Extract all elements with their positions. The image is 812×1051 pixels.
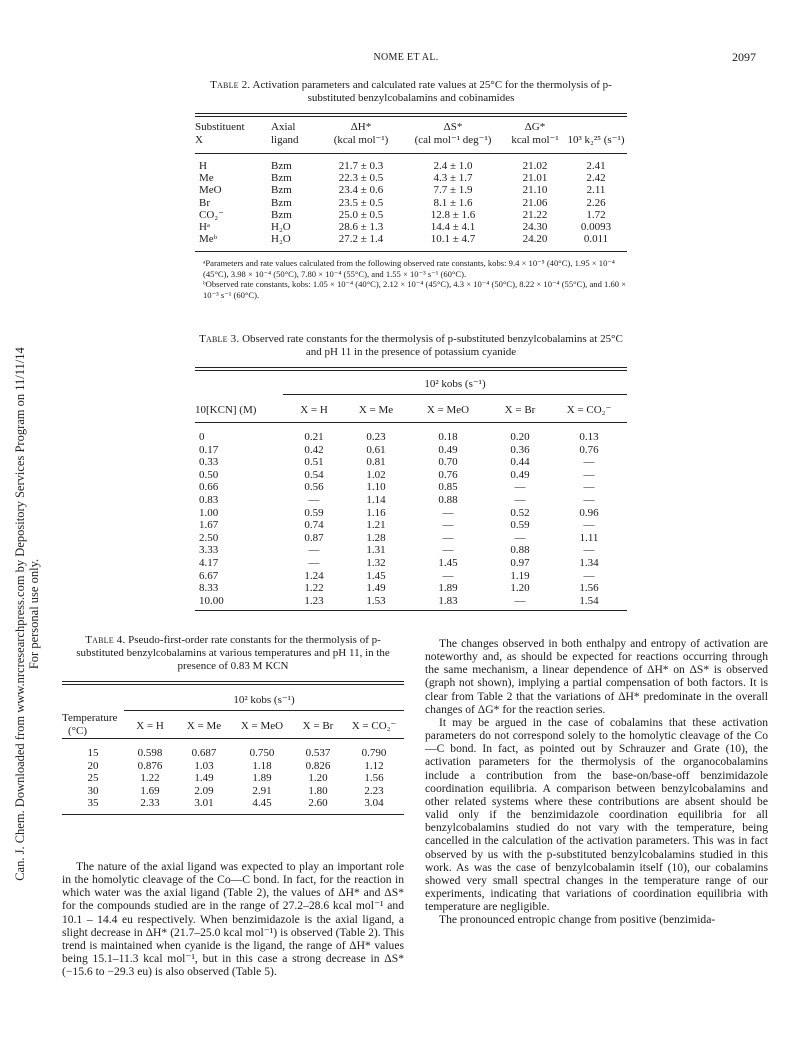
table-cell: 1.20 <box>308 772 328 785</box>
table-cell: 0.83 <box>199 493 219 506</box>
download-watermark <box>13 319 41 909</box>
table-cell: 14.4 ± 4.1 <box>430 221 476 234</box>
table-row <box>195 197 627 209</box>
table-cell: 1.28 <box>366 531 386 544</box>
table-3-label: Table 3. <box>199 333 240 345</box>
table-cell: 0.76 <box>579 443 599 456</box>
table-2-column-header: ΔS* (cal mol⁻¹ deg⁻¹) <box>414 121 492 146</box>
table-4-caption-text: Pseudo-first-order rate constants for the thermolysis of p-substituted benzylcobalamins at various temperatures and pH 11, in the presence of 0.83 M KCN <box>76 634 390 672</box>
table-cell: 0.59 <box>304 506 324 519</box>
table-3-header-rule <box>195 423 627 432</box>
table-cell: 0.81 <box>366 456 386 469</box>
table-row <box>62 747 404 760</box>
table-cell: — <box>583 569 595 582</box>
table-4-column-header: X = MeO <box>240 719 284 732</box>
table-cell: 0.61 <box>366 443 386 456</box>
table-cell: Bzm <box>271 184 292 197</box>
table-cell: 2.60 <box>308 797 328 810</box>
table-cell: 0.74 <box>304 519 324 532</box>
table-row <box>195 557 627 570</box>
table-cell: H <box>199 160 207 172</box>
table-cell: 0.20 <box>510 431 530 443</box>
table-cell: 0.790 <box>361 747 387 759</box>
table-cell: 12.8 ± 1.6 <box>430 208 476 221</box>
table-3-group-header: 10² kobs (s⁻¹) <box>283 377 627 399</box>
table-4-body <box>62 747 404 810</box>
watermark-line-1: Can. J. Chem. Downloaded from www.nrcresearchpress.com by Depository Services Program on 11/11/14 <box>13 347 27 881</box>
table-cell: 0.826 <box>305 759 331 772</box>
table-2-caption-text: Activation parameters and calculated rate values at 25°C for the thermolysis of p-substituted benzylcobalamins and cobinamides <box>252 79 612 104</box>
table-4-column-header: X = H <box>136 719 164 732</box>
table-3-column-header: 10[KCN] (M) <box>195 403 257 416</box>
table-cell: Br <box>199 196 210 209</box>
table-cell: 21.10 <box>522 184 548 197</box>
table-row <box>62 797 404 810</box>
table-cell: 23.5 ± 0.5 <box>338 196 384 209</box>
table-cell: 1.83 <box>438 594 458 607</box>
table-cell: 2.41 <box>586 160 606 172</box>
table-cell: 24.20 <box>522 233 548 246</box>
table-cell: 1.49 <box>366 582 386 595</box>
table-cell: 0.687 <box>191 747 217 759</box>
table-row <box>195 532 627 545</box>
table-cell: 0.56 <box>304 481 324 494</box>
table-2-header-row <box>195 121 627 154</box>
table-cell: 0.52 <box>510 506 530 519</box>
table-cell: 0.76 <box>438 468 458 481</box>
table-cell: 0.54 <box>304 468 324 481</box>
table-cell: 0.85 <box>438 481 458 494</box>
table-cell: 1.02 <box>366 468 386 481</box>
table-cell: 1.53 <box>366 594 386 607</box>
table-cell: 0.51 <box>304 456 324 469</box>
table-cell: 1.11 <box>579 531 599 544</box>
table-cell: 2.23 <box>364 784 384 797</box>
table-cell: 1.32 <box>366 556 386 569</box>
table-4-block <box>62 634 404 815</box>
table-cell: Bzm <box>271 172 292 185</box>
table-cell: 1.12 <box>364 759 384 772</box>
table-cell: 0.750 <box>249 747 275 759</box>
table-2-column-header: Substituent X <box>195 121 245 146</box>
table-cell: 30 <box>87 784 99 797</box>
table-cell: 4.45 <box>252 797 272 810</box>
table-cell: 21.7 ± 0.3 <box>338 160 384 172</box>
table-cell: 2.4 ± 1.0 <box>433 160 473 172</box>
table-row <box>195 444 627 457</box>
table-3-header-row <box>195 399 627 423</box>
table-3-column-header: X = Me <box>358 403 394 416</box>
table-2-column-header: Axial ligand <box>271 121 299 146</box>
table-cell: 1.14 <box>366 493 386 506</box>
table-cell: — <box>442 531 454 544</box>
table-cell: 2.09 <box>194 784 214 797</box>
table-cell: 1.18 <box>252 759 272 772</box>
table-cell: — <box>442 544 454 557</box>
table-cell: 1.56 <box>364 772 384 785</box>
table-cell: 1.10 <box>366 481 386 494</box>
table-cell: 0 <box>199 431 205 443</box>
table-row <box>195 582 627 595</box>
table-cell: 1.00 <box>199 506 219 519</box>
table-cell: — <box>308 544 320 557</box>
table-row <box>195 544 627 557</box>
table-cell: 15 <box>87 747 99 759</box>
table-cell: — <box>442 569 454 582</box>
table-cell: 1.49 <box>194 772 214 785</box>
table-4 <box>62 693 404 810</box>
table-row <box>195 209 627 221</box>
table-4-column-header: X = CO₂⁻ <box>351 720 397 732</box>
table-cell: 1.23 <box>304 594 324 607</box>
table-row <box>195 519 627 532</box>
table-4-temperature-header: Temperature (°C) <box>62 712 118 737</box>
table-2-body <box>195 160 627 245</box>
table-cell: 0.537 <box>305 747 331 759</box>
table-row <box>195 456 627 469</box>
table-cell: 0.87 <box>304 531 324 544</box>
table-row <box>195 184 627 196</box>
table-3-column-header: X = CO₂⁻ <box>566 404 612 416</box>
table-cell: 0.13 <box>579 431 599 443</box>
table-4-column-header: X = Br <box>302 719 334 732</box>
table-cell: 2.91 <box>252 784 272 797</box>
right-paragraph-1: The changes observed in both enthalpy and entropy of activation are noteworthy and, as should be expected for reactions occurring through the same mechanism, a linear dependence of ΔH* on ΔS* is observed (graph not shown), implying a partial compensation of both factors. It is clear from Table 2 that the variations of ΔH* predominate in the overall changes of ΔG* for the reaction series. <box>425 637 768 716</box>
table-cell: 1.34 <box>579 556 599 569</box>
table-cell: 0.88 <box>438 493 458 506</box>
table-cell: 1.22 <box>304 582 324 595</box>
table-cell: 2.33 <box>140 797 160 810</box>
running-title: NOME ET AL. <box>373 52 439 63</box>
table-cell: — <box>308 493 320 506</box>
table-cell: — <box>514 493 526 506</box>
right-column-text <box>425 637 768 926</box>
table-3 <box>195 377 627 607</box>
table-cell: 0.33 <box>199 456 219 469</box>
table-row <box>195 570 627 583</box>
table-cell: 23.4 ± 0.6 <box>338 184 384 197</box>
table-cell: 0.18 <box>438 431 458 443</box>
watermark-line-2: For personal use only. <box>27 558 41 670</box>
table-cell: 25 <box>87 772 99 785</box>
table-3-body <box>195 431 627 607</box>
table-cell: — <box>442 506 454 519</box>
table-cell: 8.1 ± 1.6 <box>433 196 473 209</box>
table-cell: H₂O <box>271 221 291 234</box>
table-cell: 4.17 <box>199 556 219 569</box>
table-cell: Meᵇ <box>199 233 218 246</box>
table-cell: 1.45 <box>366 569 386 582</box>
table-cell: — <box>583 519 595 532</box>
table-cell: H₂O <box>271 233 291 246</box>
table-row <box>195 160 627 172</box>
table-cell: 8.33 <box>199 582 219 595</box>
table-cell: 21.02 <box>522 160 548 172</box>
table-cell: 2.42 <box>586 172 606 185</box>
table-cell: 1.54 <box>579 594 599 607</box>
table-4-column-header: X = Me <box>186 719 222 732</box>
table-cell: 22.3 ± 0.5 <box>338 172 384 185</box>
table-cell: 21.22 <box>522 208 548 221</box>
table-cell: 20 <box>87 759 99 772</box>
table-row <box>195 172 627 184</box>
table-cell: 2.26 <box>586 196 606 209</box>
table-cell: 0.011 <box>583 233 609 246</box>
table-cell: 6.67 <box>199 569 219 582</box>
table-cell: — <box>583 544 595 557</box>
table-cell: — <box>583 493 595 506</box>
table-cell: 1.67 <box>199 519 219 532</box>
table-2-footnote-b: ᵇObserved rate constants, kobs: 1.05 × 10⁻⁴ (40°C), 2.12 × 10⁻⁴ (45°C), 4.3 × 10⁻⁴ (50°C), 8.22 × 10⁻⁴ (55°C), and 1.60 × 10⁻³ s⁻¹ (60°C). <box>203 279 627 300</box>
table-cell: 1.89 <box>252 772 272 785</box>
table-4-label: Table 4. <box>85 634 126 646</box>
table-2-block <box>195 79 627 300</box>
table-2-footnotes <box>195 258 627 300</box>
table-cell: 0.23 <box>366 431 386 443</box>
table-cell: Me <box>199 172 214 185</box>
table-4-group-header: 10² kobs (s⁻¹) <box>124 693 404 715</box>
table-cell: 0.88 <box>510 544 530 557</box>
table-cell: 0.17 <box>199 443 219 456</box>
table-row <box>195 431 627 444</box>
table-3-caption-text: Observed rate constants for the thermolysis of p-substituted benzylcobalamins at 25°C and pH 11 in the presence of potassium cyanide <box>242 333 623 358</box>
table-cell: 4.3 ± 1.7 <box>433 172 473 185</box>
table-2 <box>195 121 627 245</box>
table-cell: 1.56 <box>579 582 599 595</box>
table-cell: 0.59 <box>510 519 530 532</box>
table-cell: 1.89 <box>438 582 458 595</box>
table-4-caption <box>62 634 404 673</box>
table-cell: Hᵃ <box>199 221 210 234</box>
table-cell: 2.11 <box>586 184 606 197</box>
table-cell: 1.16 <box>366 506 386 519</box>
table-2-column-header: 10³ k₂²⁵ (s⁻¹) <box>567 134 625 146</box>
table-3-column-header: X = H <box>300 403 328 416</box>
table-2-label: Table 2. <box>210 79 251 91</box>
table-cell: — <box>514 531 526 544</box>
table-cell: CO₂⁻ <box>199 208 224 221</box>
table-cell: 3.01 <box>194 797 214 810</box>
table-cell: 0.50 <box>199 468 219 481</box>
table-cell: 1.03 <box>194 759 214 772</box>
table-cell: — <box>514 481 526 494</box>
table-cell: 0.96 <box>579 506 599 519</box>
table-cell: 0.49 <box>510 468 530 481</box>
table-3-column-header: X = MeO <box>426 403 470 416</box>
table-cell: 0.0093 <box>580 221 612 234</box>
table-cell: 3.04 <box>364 797 384 810</box>
table-cell: 1.20 <box>510 582 530 595</box>
table-cell: 0.97 <box>510 556 530 569</box>
table-cell: Bzm <box>271 196 292 209</box>
table-cell: Bzm <box>271 160 292 172</box>
table-cell: 1.45 <box>438 556 458 569</box>
table-cell: 0.598 <box>137 747 163 759</box>
table-cell: — <box>583 456 595 469</box>
table-cell: 0.44 <box>510 456 530 469</box>
left-paragraph: The nature of the axial ligand was expected to play an important role in the homolytic cleavage of the Co—C bond. In fact, for the reaction in which water was the axial ligand (Table 2), the values of ΔH* and ΔS* for the compounds studied are in the range of 27.2–28.6 kcal mol⁻¹ and 10.1 – 14.4 eu respectively. When benzimidazole is the axial ligand, a slight decrease in ΔH* (21.7–25.0 kcal mol⁻¹) is observed (Table 2). This trend is maintained when cyanide is the ligand, the range of ΔH* values being 15.1–11.3 kcal mol⁻¹, but in this case a strong decrease in ΔS* (−15.6 to −29.3 eu) is also observed (Table 5). <box>62 860 404 979</box>
table-cell: 1.22 <box>140 772 160 785</box>
table-cell: Bzm <box>271 208 292 221</box>
table-cell: 35 <box>87 797 99 810</box>
table-cell: 0.70 <box>438 456 458 469</box>
table-cell: — <box>583 468 595 481</box>
left-column-text <box>62 860 404 978</box>
table-row <box>62 760 404 773</box>
table-cell: 1.80 <box>308 784 328 797</box>
table-2-column-header: ΔH* (kcal mol⁻¹) <box>333 121 389 146</box>
table-cell: 24.30 <box>522 221 548 234</box>
table-row <box>195 221 627 233</box>
table-row <box>195 469 627 482</box>
table-cell: 0.42 <box>304 443 324 456</box>
table-cell: 0.876 <box>137 759 163 772</box>
table-2-footnote-a: ᵃParameters and rate values calculated from the following observed rate constants, kobs: 9.4 × 10⁻⁵ (40°C), 1.95 × 10⁻⁴ (45°C), 3.98 × 10⁻⁴ (50°C), 7.80 × 10⁻⁴ (55°C), and 1.55 × 10⁻³ s⁻¹ (60°C). <box>203 258 615 279</box>
table-cell: 28.6 ± 1.3 <box>338 221 384 234</box>
page-number: 2097 <box>732 50 756 64</box>
table-row <box>195 233 627 245</box>
table-3-caption <box>195 333 627 359</box>
table-cell: 1.72 <box>586 208 606 221</box>
table-row <box>195 481 627 494</box>
table-3-column-header: X = Br <box>504 403 536 416</box>
table-row <box>62 785 404 798</box>
table-cell: 25.0 ± 0.5 <box>338 208 384 221</box>
table-row <box>195 507 627 520</box>
table-cell: 0.21 <box>304 431 324 443</box>
table-cell: 0.66 <box>199 481 219 494</box>
table-cell: 0.36 <box>510 443 530 456</box>
table-cell: 2.50 <box>199 531 219 544</box>
table-2-column-header: ΔG* kcal mol⁻¹ <box>511 121 559 146</box>
table-row <box>195 494 627 507</box>
table-cell: 1.21 <box>366 519 386 532</box>
table-2-caption <box>195 79 627 105</box>
table-cell: 21.06 <box>522 196 548 209</box>
table-cell: 21.01 <box>522 172 548 185</box>
right-paragraph-2: It may be argued in the case of cobalamins that these activation parameters do not correspond solely to the homolytic cleavage of the Co—C bond. In fact, as pointed out by Schrauzer and Grate (10), the activation parameters for the thermolysis of the organocobalamins include a contribution from the base-on/base-off benzimidazole coordination equilibria. A comparison between benzylcobalamins and other related systems where these contributions are absent should be valid only if the benzimidazole coordination equilibria for all benzylcobalamins studied do not vary with the temperature, being cancelled in the calculation of the activation parameters. This was in fact observed by us with the p-substituted benzylcobalamins studied in this work. As was the case of benzylcobalamin itself (10), our cobalamins showed very small spectral changes in the temperature range of our experiments, indicating that variations of coordination equilibria with temperature are negligible. <box>425 715 768 914</box>
table-cell: 27.2 ± 1.4 <box>338 233 384 246</box>
right-paragraph-3: The pronounced entropic change from positive (benzimida- <box>439 913 716 927</box>
table-cell: 3.33 <box>199 544 219 557</box>
table-cell: — <box>583 481 595 494</box>
table-cell: 10.00 <box>199 594 224 607</box>
table-cell: 1.69 <box>140 784 160 797</box>
table-cell: 1.19 <box>510 569 530 582</box>
table-cell: 1.24 <box>304 569 324 582</box>
table-row <box>62 772 404 785</box>
table-cell: 0.49 <box>438 443 458 456</box>
table-cell: — <box>514 594 526 607</box>
table-cell: — <box>442 519 454 532</box>
table-4-header-rule <box>62 739 404 748</box>
table-cell: 7.7 ± 1.9 <box>433 184 473 197</box>
table-row <box>195 595 627 608</box>
table-cell: 1.31 <box>366 544 386 557</box>
table-cell: — <box>308 556 320 569</box>
table-3-block <box>195 333 627 611</box>
table-cell: MeO <box>199 184 222 197</box>
table-cell: 10.1 ± 4.7 <box>430 233 476 246</box>
